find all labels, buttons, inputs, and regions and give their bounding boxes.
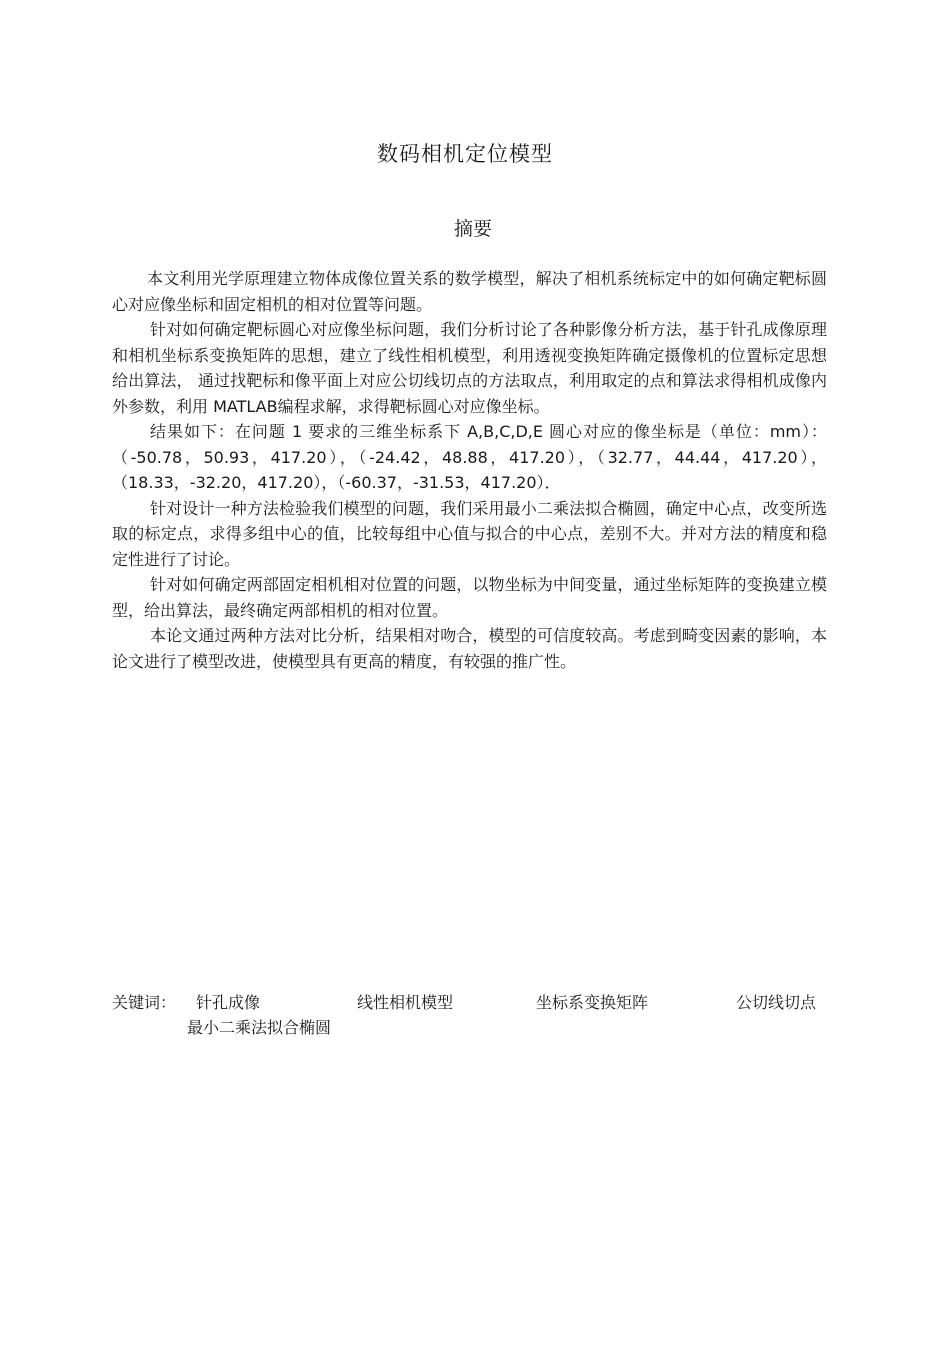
keyword-2: 线性相机模型 [357,993,454,1012]
keyword-1: 针孔成像 [196,993,261,1012]
keyword-5: 最小二乘法拟合椭圆 [187,1018,332,1037]
keywords-label: 关键词： [112,993,177,1012]
abstract-heading: 摘要 [453,218,492,240]
abstract-paragraph-3: 结果如下：在问题 1 要求的三维坐标系下 A,B,C,D,E 圆心对应的像坐标是（单位：mm）：（-50.78，50.93，417.20），（-24.42，48.88，417.20），（32.77，44.44，417.20），（18.33，-32.20，417.20），（-60.37，-31.53，417.20）． [112,422,827,492]
keyword-4: 公切线切点 [736,993,817,1012]
keyword-3: 坐标系变换矩阵 [536,993,649,1012]
abstract-paragraph-2: 针对如何确定靶标圆心对应像坐标问题，我们分析讨论了各种影像分析方法，基于针孔成像原理和相机坐标系变换矩阵的思想，建立了线性相机模型，利用透视变换矩阵确定摄像机的位置标定思想给出算法， 通过找靶标和像平面上对应公切线切点的方法取点，利用取定的点和算法求得相机成像内外参数，利用 MATLAB编程求解，求得靶标圆心对应像坐标。 [112,320,827,416]
abstract-body [112,266,827,674]
abstract-paragraph-4: 针对设计一种方法检验我们模型的问题，我们采用最小二乘法拟合椭圆，确定中心点，改变所选取的标定点，求得多组中心的值，比较每组中心值与拟合的中心点，差别不大。并对方法的精度和稳定性进行了讨论。 [112,498,827,569]
abstract-paragraph-1: 本文利用光学原理建立物体成像位置关系的数学模型，解决了相机系统标定中的如何确定靶标圆心对应像坐标和固定相机的相对位置等问题。 [112,269,827,314]
abstract-paragraph-6: 本论文通过两种方法对比分析，结果相对吻合，模型的可信度较高。考虑到畸变因素的影响，本论文进行了模型改进，使模型具有更高的精度，有较强的推广性。 [112,626,827,671]
paper-title: 数码相机定位模型 [377,142,553,166]
abstract-paragraph-5: 针对如何确定两部固定相机相对位置的问题，以物坐标为中间变量，通过坐标矩阵的变换建立模型，给出算法，最终确定两部相机的相对位置。 [112,575,827,620]
keywords-row [112,990,852,1037]
keywords-section [112,990,852,1037]
